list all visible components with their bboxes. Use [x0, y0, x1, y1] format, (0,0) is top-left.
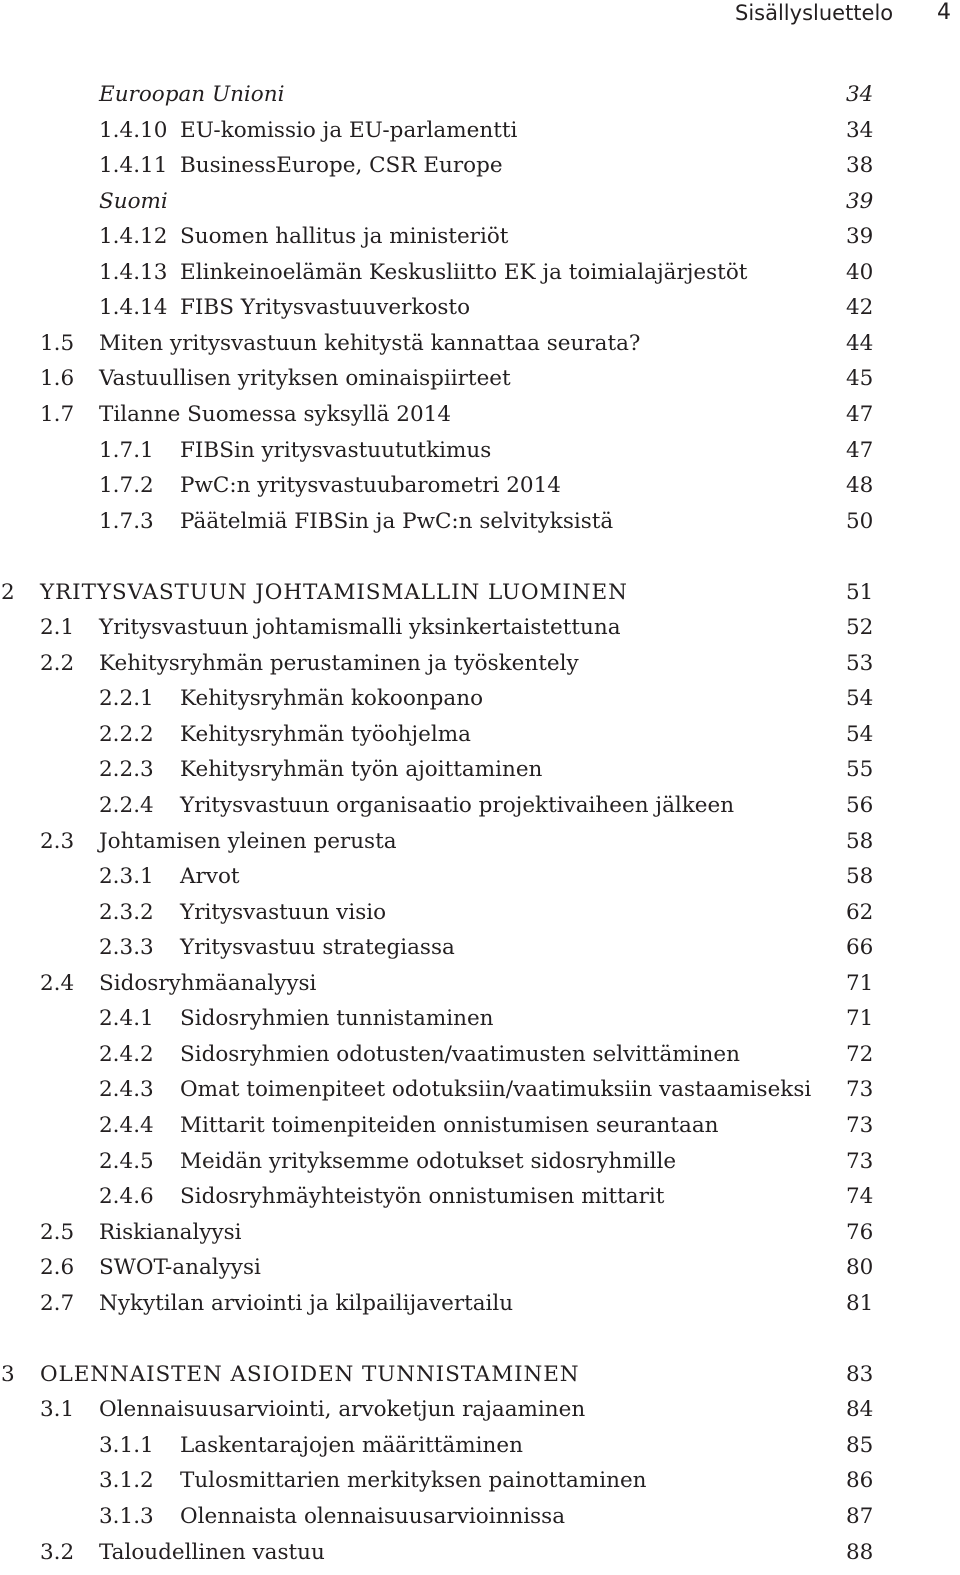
entry-number: 1.6 — [40, 366, 75, 392]
entry-title: EU-komissio ja EU-parlamentti — [180, 117, 518, 143]
entry-title: Tulosmittarien merkityksen painottaminen — [180, 1468, 647, 1494]
entry-title: Omat toimenpiteet odotuksiin/vaatimuksiin vastaamiseksi — [180, 1077, 812, 1103]
toc-subheading[interactable] — [0, 78, 960, 112]
entry-page: 74 — [846, 1184, 874, 1210]
chapter-title: OLENNAISTEN ASIOIDEN TUNNISTAMINEN — [40, 1361, 580, 1387]
entry-number: 2.4 — [40, 970, 75, 996]
entry-page: 42 — [846, 295, 874, 321]
entry-title: Taloudellinen vastuu — [99, 1539, 325, 1565]
entry-title: Mittarit toimenpiteiden onnistumisen seurantaan — [180, 1112, 719, 1138]
toc-entry[interactable] — [0, 718, 960, 752]
entry-page: 76 — [846, 1219, 874, 1245]
entry-page: 39 — [846, 224, 874, 250]
entry-page: 73 — [846, 1148, 874, 1174]
entry-number: 2.2.3 — [99, 757, 154, 783]
entry-number: 1.4.13 — [99, 259, 168, 285]
entry-number: 1.4.11 — [99, 153, 168, 179]
entry-number: 2.2.2 — [99, 721, 154, 747]
entry-number: 1.7 — [40, 401, 75, 427]
entry-page: 72 — [846, 1041, 874, 1067]
entry-page: 50 — [846, 508, 874, 534]
toc-entry[interactable] — [0, 1536, 960, 1570]
entry-number: 1.4.14 — [99, 295, 168, 321]
entry-page: 84 — [846, 1397, 874, 1423]
toc-entry[interactable] — [0, 753, 960, 787]
entry-title: Johtamisen yleinen perusta — [99, 828, 397, 854]
toc-entry[interactable] — [0, 1073, 960, 1107]
entry-page: 58 — [846, 828, 874, 854]
entry-title: Vastuullisen yrityksen ominaispiirteet — [99, 366, 511, 392]
entry-title: FIBSin yritysvastuututkimus — [180, 437, 492, 463]
entry-title: Sidosryhmäyhteistyön onnistumisen mittarit — [180, 1184, 665, 1210]
chapter-title: YRITYSVASTUUN JOHTAMISMALLIN LUOMINEN — [40, 579, 628, 605]
entry-title: Elinkeinoelämän Keskusliitto EK ja toimialajärjestöt — [180, 259, 748, 285]
entry-page: 73 — [846, 1112, 874, 1138]
toc-entry[interactable] — [0, 1251, 960, 1285]
toc-entry[interactable] — [0, 256, 960, 290]
toc-entry[interactable] — [0, 1180, 960, 1214]
toc-entry[interactable] — [0, 434, 960, 468]
entry-page: 47 — [846, 437, 874, 463]
entry-title: BusinessEurope, CSR Europe — [180, 153, 503, 179]
entry-page: 54 — [846, 721, 874, 747]
chapter-heading[interactable] — [0, 1358, 960, 1392]
toc-entry[interactable] — [0, 860, 960, 894]
entry-title: Olennaista olennaisuusarvioinnissa — [180, 1504, 566, 1529]
toc-entry[interactable] — [0, 1145, 960, 1179]
toc-entry[interactable] — [0, 1002, 960, 1036]
toc-entry[interactable] — [0, 1287, 960, 1321]
entry-title: Päätelmiä FIBSin ja PwC:n selvityksistä — [180, 508, 614, 534]
toc-entry[interactable] — [0, 967, 960, 1001]
entry-page: 48 — [846, 473, 874, 499]
entry-page: 54 — [846, 686, 874, 712]
toc-entry[interactable] — [0, 1500, 960, 1534]
entry-page: 66 — [846, 935, 874, 961]
entry-page: 40 — [846, 259, 874, 285]
entry-number: 2.3 — [40, 828, 75, 854]
entry-number: 2.4.6 — [99, 1184, 154, 1210]
entry-number: 2.5 — [40, 1219, 75, 1245]
entry-title: Arvot — [180, 864, 240, 890]
toc-entry[interactable] — [0, 825, 960, 859]
entry-title: Kehitysryhmän perustaminen ja työskentely — [99, 650, 579, 676]
entry-page: 34 — [846, 117, 874, 143]
toc-subheading[interactable] — [0, 185, 960, 219]
entry-number: 2.4.4 — [99, 1112, 154, 1138]
entry-title: Kehitysryhmän kokoonpano — [180, 686, 484, 712]
entry-number: 1.7.2 — [99, 473, 154, 499]
entry-title: Kehitysryhmän työn ajoittaminen — [180, 757, 543, 783]
entry-page: 47 — [846, 401, 874, 427]
entry-number: 1.4.12 — [99, 224, 168, 250]
toc-entry[interactable] — [0, 1109, 960, 1143]
toc-entry[interactable] — [0, 647, 960, 681]
toc-entry[interactable] — [0, 114, 960, 148]
toc-entry[interactable] — [0, 896, 960, 930]
toc-entry[interactable] — [0, 149, 960, 183]
entry-title: Laskentarajojen määrittäminen — [180, 1432, 523, 1458]
entry-title: Riskianalyysi — [99, 1219, 242, 1245]
entry-number: 2.7 — [40, 1290, 75, 1316]
toc-entry[interactable] — [0, 505, 960, 539]
toc-entry[interactable] — [0, 1429, 960, 1463]
entry-number: 3.1.2 — [99, 1468, 154, 1494]
toc-entry[interactable] — [0, 398, 960, 432]
toc-entry[interactable] — [0, 469, 960, 503]
entry-number: 2.3.1 — [99, 864, 154, 890]
entry-title: PwC:n yritysvastuubarometri 2014 — [180, 473, 561, 499]
entry-number: 2.1 — [40, 615, 75, 641]
entry-page: 85 — [846, 1432, 874, 1458]
entry-page: 39 — [846, 188, 874, 214]
toc-entry[interactable] — [0, 291, 960, 325]
entry-page: 81 — [846, 1290, 874, 1316]
entry-title: Meidän yrityksemme odotukset sidosryhmille — [180, 1148, 677, 1174]
entry-page: 34 — [846, 82, 874, 107]
entry-title: Yritysvastuun organisaatio projektivaiheen jälkeen — [180, 793, 735, 818]
chapter-heading[interactable] — [0, 576, 960, 610]
running-head-title: Sisällysluettelo — [735, 1, 894, 25]
toc-entry[interactable] — [0, 220, 960, 254]
chapter-number: 3 — [1, 1361, 15, 1387]
entry-title: Yritysvastuun visio — [180, 899, 387, 925]
entry-number: 2.2.4 — [99, 793, 154, 818]
entry-title: Kehitysryhmän työohjelma — [180, 721, 471, 747]
entry-page: 71 — [846, 1006, 874, 1032]
entry-title: Olennaisuusarviointi, arvoketjun rajaaminen — [99, 1397, 586, 1423]
entry-title: Sidosryhmien odotusten/vaatimusten selvittäminen — [180, 1041, 740, 1067]
toc-entry[interactable] — [0, 327, 960, 361]
entry-title: Sidosryhmien tunnistaminen — [180, 1006, 494, 1032]
entry-page: 58 — [846, 864, 874, 890]
entry-number: 1.7.3 — [99, 508, 154, 534]
entry-page: 52 — [846, 615, 874, 641]
entry-page: 80 — [846, 1255, 874, 1281]
entry-page: 71 — [846, 970, 874, 996]
entry-title: Suomi — [99, 188, 168, 214]
toc-entry[interactable] — [0, 1464, 960, 1498]
entry-number: 2.3.3 — [99, 935, 154, 961]
entry-number: 3.1.3 — [99, 1504, 154, 1529]
entry-title: Suomen hallitus ja ministeriöt — [180, 224, 509, 250]
entry-number: 2.4.2 — [99, 1041, 154, 1067]
entry-page: 62 — [846, 899, 874, 925]
entry-number: 1.4.10 — [99, 117, 168, 143]
toc-entry[interactable] — [0, 611, 960, 645]
entry-page: 86 — [846, 1468, 874, 1494]
entry-number: 2.3.2 — [99, 899, 154, 925]
entry-number: 2.2 — [40, 650, 75, 676]
entry-page: 88 — [846, 1539, 874, 1565]
toc-entry[interactable] — [0, 1393, 960, 1427]
entry-number: 3.1.1 — [99, 1432, 154, 1458]
entry-title: Yritysvastuu strategiassa — [180, 935, 455, 961]
entry-title: Yritysvastuun johtamismalli yksinkertaistettuna — [99, 615, 621, 641]
entry-page: 44 — [846, 330, 874, 356]
entry-title: FIBS Yritysvastuuverkosto — [180, 295, 471, 321]
entry-number: 1.7.1 — [99, 437, 154, 463]
entry-title: SWOT-analyysi — [99, 1255, 261, 1281]
entry-page: 38 — [846, 153, 874, 179]
entry-page: 56 — [846, 793, 874, 818]
toc-entry[interactable] — [0, 1038, 960, 1072]
entry-title: Miten yritysvastuun kehitystä kannattaa seurata? — [99, 330, 641, 356]
chapter-number: 2 — [1, 579, 15, 605]
toc-entry[interactable] — [0, 931, 960, 965]
entry-title: Sidosryhmäanalyysi — [99, 970, 317, 996]
entry-page: 55 — [846, 757, 874, 783]
entry-title: Tilanne Suomessa syksyllä 2014 — [99, 401, 452, 427]
entry-number: 2.4.5 — [99, 1148, 154, 1174]
entry-title: Nykytilan arviointi ja kilpailijavertailu — [99, 1290, 514, 1316]
page-number: 4 — [937, 0, 951, 25]
toc-entry[interactable] — [0, 362, 960, 396]
entry-number: 3.2 — [40, 1539, 75, 1565]
entry-page: 45 — [846, 366, 874, 392]
entry-number: 2.6 — [40, 1255, 75, 1281]
entry-number: 2.4.1 — [99, 1006, 154, 1032]
entry-number: 2.4.3 — [99, 1077, 154, 1103]
toc-entry[interactable] — [0, 682, 960, 716]
toc-entry[interactable] — [0, 789, 960, 823]
toc-entry[interactable] — [0, 1216, 960, 1250]
entry-page: 53 — [846, 650, 874, 676]
entry-title: Euroopan Unioni — [99, 82, 285, 107]
entry-page: 87 — [846, 1504, 874, 1529]
chapter-page: 83 — [846, 1361, 874, 1387]
chapter-page: 51 — [846, 579, 874, 605]
entry-number: 2.2.1 — [99, 686, 154, 712]
running-head — [0, 0, 960, 30]
entry-number: 3.1 — [40, 1397, 75, 1423]
entry-page: 73 — [846, 1077, 874, 1103]
entry-number: 1.5 — [40, 330, 75, 356]
